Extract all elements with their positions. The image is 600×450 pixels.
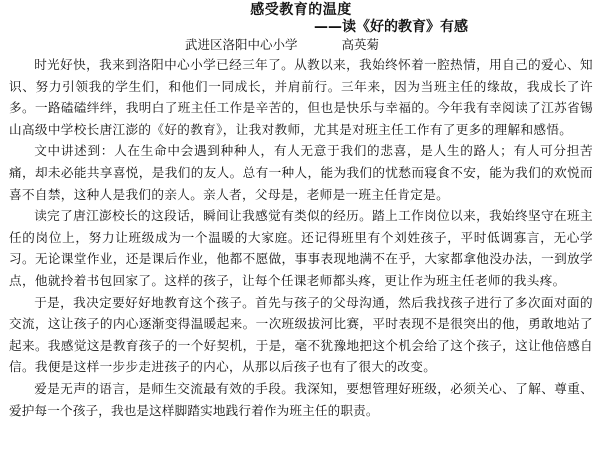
author-name: 高英菊 [341, 37, 380, 52]
paragraph: 时光好快，我来到洛阳中心小学已经三年了。从教以来，我始终怀着一腔热情，用自己的爱心、知识、努力引领我的学生们，和他们一同成长，并肩前行。三年来，因为当班主任的缘故，我成长了许多。一路磕磕绊绊，我明白了班主任工作是辛苦的，但也是快乐与幸福的。今年我有幸阅读了江苏省锡山高级中学校长唐江澎的《好的教育》，让我对教师，尤其是对班主任工作有了更多的理解和感悟。 [9, 57, 593, 137]
essay-subtitle: ——读《好的教育》有感 [314, 19, 468, 35]
school-name: 武进区洛阳中心小学 [185, 37, 298, 52]
essay-title: 感受教育的温度 [250, 2, 352, 18]
paragraph: 爱是无声的语言，是师生交流最有效的手段。我深知，要想管理好班级，必须关心、了解、尊重、爱护每一个孩子，我也是这样脚踏实地践行着作为班主任的职责。 [9, 380, 593, 418]
paragraph: 于是，我决定要好好地教育这个孩子。首先与孩子的父母沟通，然后我找孩子进行了多次面对面的交流，这让孩子的内心逐渐变得温暖起来。一次班级拔河比赛，平时表现不是很突出的他，勇敢地站了起来。我感觉这是教育孩子的一个好契机，于是，毫不犹豫地把这个机会给了这个孩子，这让他倍感自信。我便是这样一步步走进孩子的内心，从那以后孩子也有了很大的改变。 [9, 294, 593, 375]
paragraph: 读完了唐江澎校长的这段话，瞬间让我感觉有类似的经历。踏上工作岗位以来，我始终坚守在班主任的岗位上，努力让班级成为一个温暖的大家庭。还记得班里有个刘姓孩子，平时低调寡言，无心学习。无论课堂作业，还是课后作业，他都不愿做，事事表现地满不在乎，大家都拿他没办法，一到放学点，他就拎着书包回家了。这样的孩子，让每个任课老师都头疼，更让作为班主任老师的我头疼。 [9, 208, 593, 288]
byline [9, 36, 593, 54]
paragraph: 文中讲述到：人在生命中会遇到种种人，有人无意于我们的悲喜，是人生的路人；有人可分担苦痛，却未必能共享喜悦，是我们的友人。总有一种人，能为我们的忧愁而寝食不安，能为我们的欢悦而喜不自禁，这种人是我们的亲人。亲人者，父母是，老师是一班主任肯定是。 [9, 143, 593, 202]
